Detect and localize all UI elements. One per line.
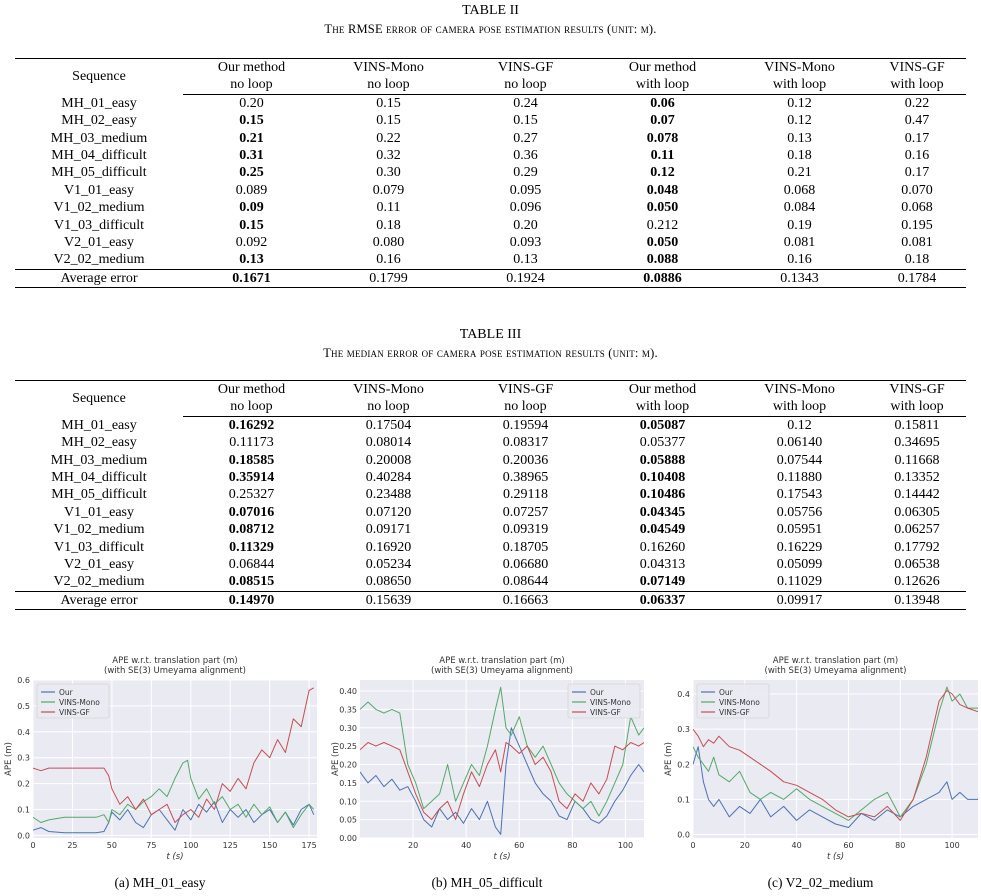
- table-row: [15, 251, 966, 269]
- table-row: [15, 573, 966, 591]
- table-row: [15, 94, 966, 112]
- value-cell: 0.050: [646, 200, 679, 216]
- value-cell: 0.15: [239, 113, 264, 129]
- x-tick-label: 80: [895, 841, 906, 850]
- value-cell: 0.17: [904, 130, 930, 146]
- value-cell: 0.11880: [777, 470, 822, 486]
- x-axis-label: t (s): [493, 852, 511, 862]
- sequence-cell: MH_04_difficult: [51, 470, 147, 486]
- x-tick-label: 20: [407, 841, 419, 850]
- value-cell: 0.16260: [639, 539, 686, 555]
- column-subheader: with loop: [868, 76, 966, 94]
- plot-a: [0, 652, 320, 874]
- value-cell: 0.07: [650, 113, 675, 129]
- table-row: [15, 504, 966, 521]
- sequence-cell: MH_04_difficult: [51, 148, 147, 164]
- column-header: Our method: [183, 381, 320, 399]
- x-tick-label: 50: [106, 841, 117, 850]
- value-cell: 0.20008: [365, 452, 412, 468]
- value-cell: 0.06: [650, 95, 675, 111]
- value-cell: 0.25327: [228, 487, 275, 503]
- value-cell: 0.092: [235, 235, 268, 251]
- y-axis-label: APE (m): [331, 742, 341, 776]
- table3-caption: The median error of camera pose estimation results (unit: m).: [323, 346, 658, 360]
- value-cell: 0.15: [376, 113, 401, 129]
- value-cell: 0.080: [372, 235, 405, 251]
- table-row: [15, 164, 966, 181]
- column-subheader: no loop: [183, 398, 320, 416]
- value-cell: 0.06305: [894, 504, 940, 520]
- value-cell: 0.050: [646, 235, 679, 251]
- value-cell: 0.14442: [894, 487, 940, 503]
- y-tick-label: 0.2: [17, 779, 30, 789]
- value-cell: 0.07257: [502, 504, 549, 520]
- plot-c: [660, 652, 981, 874]
- value-cell: 0.04549: [639, 522, 686, 538]
- value-cell: 0.15811: [894, 417, 940, 433]
- column-header: VINS-GF: [457, 59, 594, 77]
- y-tick-label: 0.3: [677, 725, 690, 735]
- value-cell: 0.068: [783, 182, 816, 198]
- column-header: VINS-Mono: [320, 381, 457, 399]
- column-subheader: with loop: [868, 398, 966, 416]
- y-tick-label: 0.3: [17, 753, 30, 763]
- legend-label: Our: [719, 688, 733, 697]
- header-sequence: Sequence: [15, 59, 183, 95]
- y-tick-label: 0.10: [339, 797, 357, 807]
- x-tick-label: 80: [567, 841, 578, 850]
- value-cell: 0.05888: [639, 452, 686, 468]
- value-cell: 0.1343: [731, 269, 868, 287]
- y-tick-label: 0.6: [17, 676, 30, 685]
- value-cell: 0.40284: [365, 470, 412, 486]
- value-cell: 0.13948: [868, 591, 966, 609]
- x-tick-label: 20: [739, 841, 750, 850]
- table3-title: TABLE III: [459, 327, 522, 342]
- table-row: [15, 234, 966, 251]
- value-cell: 0.32: [376, 148, 401, 164]
- table2: [15, 58, 966, 288]
- y-tick-label: 0.05: [339, 815, 357, 825]
- column-subheader: no loop: [320, 398, 457, 416]
- sequence-cell: V1_03_difficult: [54, 217, 144, 233]
- value-cell: 0.12: [650, 165, 675, 181]
- table-row: [15, 434, 966, 451]
- column-header: Our method: [183, 59, 320, 77]
- value-cell: 0.35914: [228, 470, 275, 486]
- value-cell: 0.08515: [228, 574, 275, 590]
- x-tick-label: 150: [262, 841, 278, 850]
- value-cell: 0.22: [904, 95, 930, 111]
- value-cell: 0.0886: [594, 269, 731, 287]
- table-row: [15, 539, 966, 556]
- subcaption-c: (c) V2_02_medium: [767, 875, 874, 890]
- column-header: VINS-Mono: [731, 381, 868, 399]
- value-cell: 0.17: [904, 165, 930, 181]
- sequence-cell: V1_01_easy: [64, 504, 134, 520]
- value-cell: 0.089: [235, 182, 268, 198]
- column-subheader: with loop: [731, 398, 868, 416]
- x-tick-label: 175: [301, 841, 317, 850]
- value-cell: 0.18585: [228, 452, 275, 468]
- value-cell: 0.07149: [639, 574, 686, 590]
- value-cell: 0.09319: [502, 522, 549, 538]
- legend-label: VINS-Mono: [59, 698, 100, 707]
- value-cell: 0.11: [376, 200, 401, 216]
- sequence-cell: MH_02_easy: [61, 435, 137, 451]
- value-cell: 0.18: [904, 252, 930, 268]
- column-header: Our method: [594, 381, 731, 399]
- value-cell: 0.06337: [594, 591, 731, 609]
- value-cell: 0.05087: [639, 417, 686, 433]
- value-cell: 0.05377: [639, 435, 686, 451]
- sequence-cell: V1_02_medium: [53, 522, 145, 538]
- table-row: [15, 147, 966, 164]
- column-subheader: no loop: [320, 76, 457, 94]
- column-subheader: with loop: [594, 398, 731, 416]
- value-cell: 0.1799: [320, 269, 457, 287]
- x-tick-label: 100: [617, 841, 634, 850]
- sequence-cell: MH_03_medium: [50, 452, 148, 468]
- value-cell: 0.081: [783, 235, 816, 251]
- sequence-cell: V2_02_medium: [53, 252, 145, 268]
- value-cell: 0.12: [787, 95, 812, 111]
- value-cell: 0.31: [239, 148, 264, 164]
- chart-title-line1: APE w.r.t. translation part (m): [439, 656, 565, 666]
- value-cell: 0.17504: [365, 417, 412, 433]
- column-subheader: with loop: [731, 76, 868, 94]
- value-cell: 0.081: [901, 235, 933, 251]
- y-axis-label: APE (m): [4, 742, 14, 776]
- sequence-cell: MH_05_difficult: [51, 487, 147, 503]
- sequence-cell: V2_02_medium: [53, 574, 145, 590]
- legend-label: VINS-GF: [59, 708, 90, 717]
- x-tick-label: 0: [690, 841, 696, 850]
- value-cell: 0.25: [239, 165, 264, 181]
- y-tick-label: 0.0: [677, 830, 690, 840]
- value-cell: 0.13: [513, 252, 538, 268]
- chart-title-line1: APE w.r.t. translation part (m): [772, 656, 899, 666]
- legend-label: VINS-GF: [590, 708, 621, 717]
- table2-caption: The RMSE error of camera pose estimation results (unit: m).: [324, 22, 657, 36]
- subcaption-b: (b) MH_05_difficult: [431, 875, 543, 890]
- average-row: [15, 269, 966, 287]
- y-tick-label: 0.30: [339, 723, 357, 733]
- value-cell: 0.10486: [639, 487, 686, 503]
- x-tick-label: 60: [514, 841, 525, 850]
- y-tick-label: 0.0: [17, 831, 30, 841]
- value-cell: 0.084: [783, 200, 816, 216]
- x-tick-label: 0: [30, 841, 36, 850]
- sequence-cell: V2_01_easy: [64, 557, 134, 573]
- sequence-cell: V2_01_easy: [64, 235, 134, 251]
- y-tick-label: 0.5: [17, 701, 30, 711]
- value-cell: 0.212: [646, 217, 679, 233]
- chart-title-line2: (with SE(3) Umeyama alignment): [104, 666, 246, 676]
- value-cell: 0.30: [376, 165, 401, 181]
- value-cell: 0.06257: [894, 522, 940, 538]
- value-cell: 0.20036: [502, 452, 549, 468]
- y-tick-label: 0.1: [17, 805, 30, 815]
- value-cell: 0.09171: [365, 522, 412, 538]
- x-tick-label: 60: [843, 841, 854, 850]
- table2-title: TABLE II: [462, 3, 519, 18]
- value-cell: 0.195: [901, 217, 933, 233]
- value-cell: 0.068: [901, 200, 933, 216]
- x-tick-label: 125: [222, 841, 238, 850]
- value-cell: 0.13: [787, 130, 812, 146]
- value-cell: 0.15: [513, 113, 538, 129]
- y-tick-label: 0.25: [339, 742, 357, 752]
- value-cell: 0.14970: [183, 591, 320, 609]
- value-cell: 0.17543: [776, 487, 823, 503]
- x-tick-label: 100: [183, 841, 199, 850]
- table-row: [15, 521, 966, 538]
- table-row: [15, 556, 966, 573]
- value-cell: 0.16: [787, 252, 812, 268]
- legend-label: VINS-GF: [719, 708, 750, 717]
- value-cell: 0.078: [646, 130, 679, 146]
- value-cell: 0.17792: [894, 539, 940, 555]
- sequence-cell: V1_03_difficult: [54, 539, 144, 555]
- value-cell: 0.06680: [502, 557, 549, 573]
- value-cell: 0.1784: [868, 269, 966, 287]
- value-cell: 0.16920: [365, 539, 412, 555]
- column-header: VINS-GF: [457, 381, 594, 399]
- y-tick-label: 0.1: [677, 795, 690, 805]
- value-cell: 0.07120: [365, 504, 412, 520]
- y-tick-label: 0.20: [339, 760, 357, 770]
- y-tick-label: 0.2: [677, 760, 690, 770]
- value-cell: 0.06538: [894, 557, 940, 573]
- value-cell: 0.11329: [229, 539, 274, 555]
- y-tick-label: 0.35: [339, 705, 357, 715]
- table3: [15, 380, 966, 610]
- value-cell: 0.13352: [894, 470, 940, 486]
- chart-title-line1: APE w.r.t. translation part (m): [112, 656, 238, 666]
- value-cell: 0.21: [787, 165, 812, 181]
- value-cell: 0.05099: [776, 557, 823, 573]
- value-cell: 0.079: [372, 182, 405, 198]
- value-cell: 0.1924: [457, 269, 594, 287]
- value-cell: 0.04345: [639, 504, 686, 520]
- value-cell: 0.36: [513, 148, 538, 164]
- chart-title-line2: (with SE(3) Umeyama alignment): [764, 666, 907, 676]
- x-tick-label: 40: [461, 841, 472, 850]
- plot-b: [327, 652, 647, 874]
- value-cell: 0.29118: [503, 487, 548, 503]
- value-cell: 0.08712: [228, 522, 275, 538]
- value-cell: 0.08644: [502, 574, 549, 590]
- value-cell: 0.24: [513, 95, 538, 111]
- sequence-cell: Average error: [15, 269, 183, 287]
- y-axis-label: APE (m): [664, 742, 674, 776]
- value-cell: 0.07544: [776, 452, 823, 468]
- sequence-cell: MH_01_easy: [61, 417, 137, 433]
- x-axis-label: t (s): [826, 852, 845, 862]
- value-cell: 0.21: [239, 130, 264, 146]
- value-cell: 0.08650: [365, 574, 412, 590]
- column-header: VINS-GF: [868, 59, 966, 77]
- value-cell: 0.16663: [457, 591, 594, 609]
- column-subheader: no loop: [457, 398, 594, 416]
- value-cell: 0.07016: [228, 504, 275, 520]
- value-cell: 0.18: [787, 148, 812, 164]
- value-cell: 0.20: [513, 217, 538, 233]
- sequence-cell: MH_03_medium: [50, 130, 148, 146]
- y-tick-label: 0.00: [339, 834, 357, 843]
- value-cell: 0.38965: [502, 470, 549, 486]
- column-header: VINS-Mono: [731, 59, 868, 77]
- table-row: [15, 217, 966, 234]
- chart-title-line2: (with SE(3) Umeyama alignment): [431, 666, 573, 676]
- sequence-cell: MH_02_easy: [61, 113, 137, 129]
- value-cell: 0.16: [376, 252, 401, 268]
- value-cell: 0.22: [376, 130, 401, 146]
- average-row: [15, 591, 966, 609]
- x-tick-label: 40: [791, 841, 802, 850]
- value-cell: 0.16292: [228, 417, 275, 433]
- value-cell: 0.05951: [776, 522, 823, 538]
- value-cell: 0.05234: [365, 557, 412, 573]
- table-row: [15, 416, 966, 434]
- y-tick-label: 0.4: [677, 690, 690, 700]
- x-tick-label: 100: [944, 841, 960, 850]
- y-tick-label: 0.4: [17, 727, 30, 737]
- value-cell: 0.12: [787, 417, 812, 433]
- value-cell: 0.04313: [639, 557, 686, 573]
- column-header: Our method: [594, 59, 731, 77]
- value-cell: 0.20: [239, 95, 264, 111]
- table-row: [15, 130, 966, 147]
- value-cell: 0.16229: [776, 539, 823, 555]
- value-cell: 0.15: [239, 217, 264, 233]
- value-cell: 0.23488: [365, 487, 412, 503]
- value-cell: 0.19: [787, 217, 812, 233]
- legend-label: Our: [59, 688, 73, 697]
- table-row: [15, 469, 966, 486]
- sequence-cell: MH_05_difficult: [51, 165, 147, 181]
- value-cell: 0.27: [513, 130, 538, 146]
- value-cell: 0.12: [787, 113, 812, 129]
- value-cell: 0.29: [513, 165, 538, 181]
- value-cell: 0.095: [509, 182, 542, 198]
- value-cell: 0.11668: [894, 452, 940, 468]
- table-row: [15, 182, 966, 199]
- value-cell: 0.08014: [365, 435, 412, 451]
- table-row: [15, 486, 966, 503]
- value-cell: 0.12626: [894, 574, 940, 590]
- value-cell: 0.096: [509, 200, 542, 216]
- value-cell: 0.09917: [731, 591, 868, 609]
- value-cell: 0.18705: [502, 539, 549, 555]
- column-subheader: with loop: [594, 76, 731, 94]
- value-cell: 0.048: [646, 182, 679, 198]
- value-cell: 0.06844: [228, 557, 275, 573]
- sequence-cell: MH_01_easy: [61, 95, 137, 111]
- x-axis-label: t (s): [166, 852, 184, 862]
- value-cell: 0.47: [904, 113, 930, 129]
- value-cell: 0.1671: [183, 269, 320, 287]
- header-sequence: Sequence: [15, 381, 183, 417]
- value-cell: 0.070: [901, 182, 933, 198]
- value-cell: 0.34695: [894, 435, 940, 451]
- value-cell: 0.06140: [776, 435, 823, 451]
- value-cell: 0.08317: [502, 435, 549, 451]
- table-row: [15, 452, 966, 469]
- column-subheader: no loop: [183, 76, 320, 94]
- sequence-cell: V1_02_medium: [53, 200, 145, 216]
- table-row: [15, 199, 966, 216]
- column-header: VINS-GF: [868, 381, 966, 399]
- legend-label: Our: [590, 688, 604, 697]
- value-cell: 0.088: [646, 252, 679, 268]
- legend-label: VINS-Mono: [719, 698, 760, 707]
- value-cell: 0.13: [239, 252, 264, 268]
- column-header: VINS-Mono: [320, 59, 457, 77]
- value-cell: 0.11: [650, 148, 675, 164]
- value-cell: 0.11173: [229, 435, 274, 451]
- value-cell: 0.093: [509, 235, 542, 251]
- value-cell: 0.05756: [776, 504, 823, 520]
- x-tick-label: 75: [146, 841, 157, 850]
- x-tick-label: 25: [67, 841, 78, 850]
- y-tick-label: 0.15: [339, 778, 357, 788]
- value-cell: 0.09: [239, 200, 264, 216]
- subcaption-a: (a) MH_01_easy: [114, 875, 206, 890]
- value-cell: 0.18: [376, 217, 401, 233]
- table-row: [15, 112, 966, 129]
- legend-label: VINS-Mono: [590, 698, 631, 707]
- sequence-cell: Average error: [15, 591, 183, 609]
- value-cell: 0.11029: [777, 574, 822, 590]
- column-subheader: no loop: [457, 76, 594, 94]
- y-tick-label: 0.40: [339, 687, 357, 697]
- sequence-cell: V1_01_easy: [64, 182, 134, 198]
- value-cell: 0.16: [904, 148, 930, 164]
- value-cell: 0.19594: [502, 417, 549, 433]
- value-cell: 0.15639: [320, 591, 457, 609]
- value-cell: 0.10408: [639, 470, 686, 486]
- value-cell: 0.15: [376, 95, 401, 111]
